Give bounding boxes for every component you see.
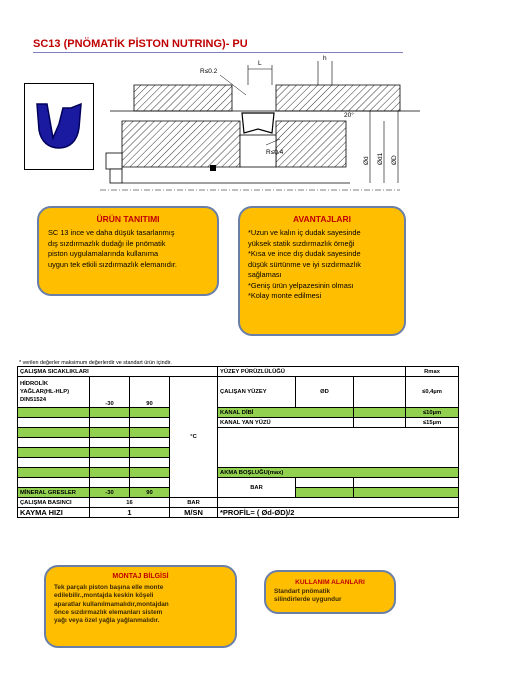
label-height: h: [323, 55, 327, 62]
hydraulic-max-temp: 90: [130, 377, 170, 408]
advantages-line: sağlaması: [248, 270, 282, 279]
profile-formula: *PROFİL= ( Ød-ØD)/2: [218, 508, 459, 518]
installation-info-line: yağı veya özel yağla yağlanmalıdır.: [54, 617, 160, 625]
celsius-unit: °C: [170, 377, 218, 498]
surface-roughness-header: YÜZEY PÜRÜZLÜLÜĞÜ: [218, 367, 406, 377]
product-intro-line: uygun tek etkili sızdırmazlık elemanıdır.: [48, 259, 177, 269]
bar-unit-1: BAR: [218, 478, 296, 498]
hydraulic-min-temp: -30: [90, 377, 130, 408]
usage-areas-line: Standart pnömatik: [274, 588, 331, 595]
page-title: SC13 (PNÖMATİK PİSTON NUTRING)- PU: [33, 38, 248, 50]
title-underline: [33, 52, 403, 53]
mineral-grease-label: MİNERAL GRESLER: [18, 488, 90, 498]
seal-profile-image: [24, 83, 94, 170]
seal-shape: [37, 104, 81, 148]
label-d1: Ød1: [377, 152, 384, 165]
technical-drawing: [100, 55, 430, 195]
mineral-max-temp: 90: [130, 488, 170, 498]
advantages-box: [238, 206, 406, 336]
installation-info-line: Tek parçalı piston başına elle monte: [54, 584, 164, 591]
sliding-speed-value: 1: [90, 508, 170, 518]
flow-gap-label: AKMA BOŞLUĞU(max): [218, 468, 459, 478]
usage-areas-heading: KULLANIM ALANLARI: [295, 579, 365, 586]
od-label: ØD: [296, 377, 354, 408]
table-note: * verilen değerler maksimum değerlerdir ve standart ürün içindir.: [19, 360, 172, 366]
working-pressure-label: ÇALIŞMA BASINCI: [18, 498, 90, 508]
bar-unit-2: BAR: [170, 498, 218, 508]
advantages-heading: AVANTAJLARI: [292, 214, 352, 224]
product-intro-box: [37, 206, 219, 296]
advantages-line: yüksek statik sızdırmazlık örneği: [248, 238, 355, 248]
groove-bottom-value: ≤10µm: [406, 408, 459, 418]
piston-right: [276, 121, 346, 167]
product-intro-line: SC 13 ince ve daha düşük tasarlanmış: [48, 228, 175, 237]
advantages-line: *Kolay monte edilmesi: [248, 291, 322, 300]
installation-info-box: [44, 565, 237, 648]
speed-unit: M/SN: [170, 508, 218, 518]
label-angle: 20°: [344, 112, 354, 119]
sliding-speed-label: KAYMA HIZI: [18, 508, 90, 518]
working-pressure-value: 16: [90, 498, 170, 508]
mineral-min-temp: -30: [90, 488, 130, 498]
piston-left: [122, 121, 240, 167]
usage-areas-box: [264, 570, 396, 614]
label-d: Ød: [363, 156, 370, 165]
advantages-line: *Kısa ve ince dış dudak sayesinde: [248, 249, 361, 258]
rmax-header: Rmax: [406, 367, 459, 377]
label-D: ØD: [391, 155, 398, 165]
groove-side-value: ≤15µm: [406, 418, 459, 428]
groove-side-label: KANAL YAN YÜZÜ: [218, 418, 354, 428]
cylinder-wall-right: [276, 85, 400, 111]
installation-info-line: önce sızdırmazlık elemanları sistem: [54, 608, 163, 616]
working-surface-label: ÇALIŞAN YÜZEY: [218, 377, 296, 408]
product-intro-heading: ÜRÜN TANITIMI: [96, 214, 160, 224]
product-intro-line: piston uygulamalarında kullanıma: [48, 249, 159, 258]
label-radius-top: R≤0.2: [200, 68, 218, 75]
advantages-line: *Geniş ürün yelpazesinin olması: [248, 280, 354, 290]
installation-info-heading: MONTAJ BİLGİSİ: [112, 573, 169, 580]
usage-areas-line: silindirlerde uygundur: [274, 596, 342, 603]
installation-info-line: edilebilir.,montajda keskin köşeli: [54, 592, 154, 600]
specifications-table: [17, 366, 459, 518]
advantages-line: *Uzun ve kalın iç dudak sayesinde: [248, 228, 361, 237]
seal-section: [242, 113, 274, 133]
product-intro-line: dış sızdırmazlık dudağı ile pnömatik: [48, 238, 166, 248]
working-surface-value: ≤0,4µm: [406, 377, 459, 408]
advantages-line: düşük sürtünme ve iyi sızdırmazlık: [248, 259, 361, 269]
label-radius-mid: R≤0.4: [266, 149, 284, 156]
cylinder-wall-left: [134, 85, 232, 111]
installation-info-line: aparatlar kullanılmamalıdır,montajdan: [54, 600, 169, 608]
groove-bottom-label: KANAL DİBİ: [218, 408, 354, 418]
hydraulic-label: HİDROLİK YAĞLAR(HL-HLP) DIN51524: [18, 377, 90, 408]
label-length: L: [258, 60, 262, 67]
operating-temperatures-header: ÇALIŞMA SICAKLIKLARI: [18, 367, 218, 377]
